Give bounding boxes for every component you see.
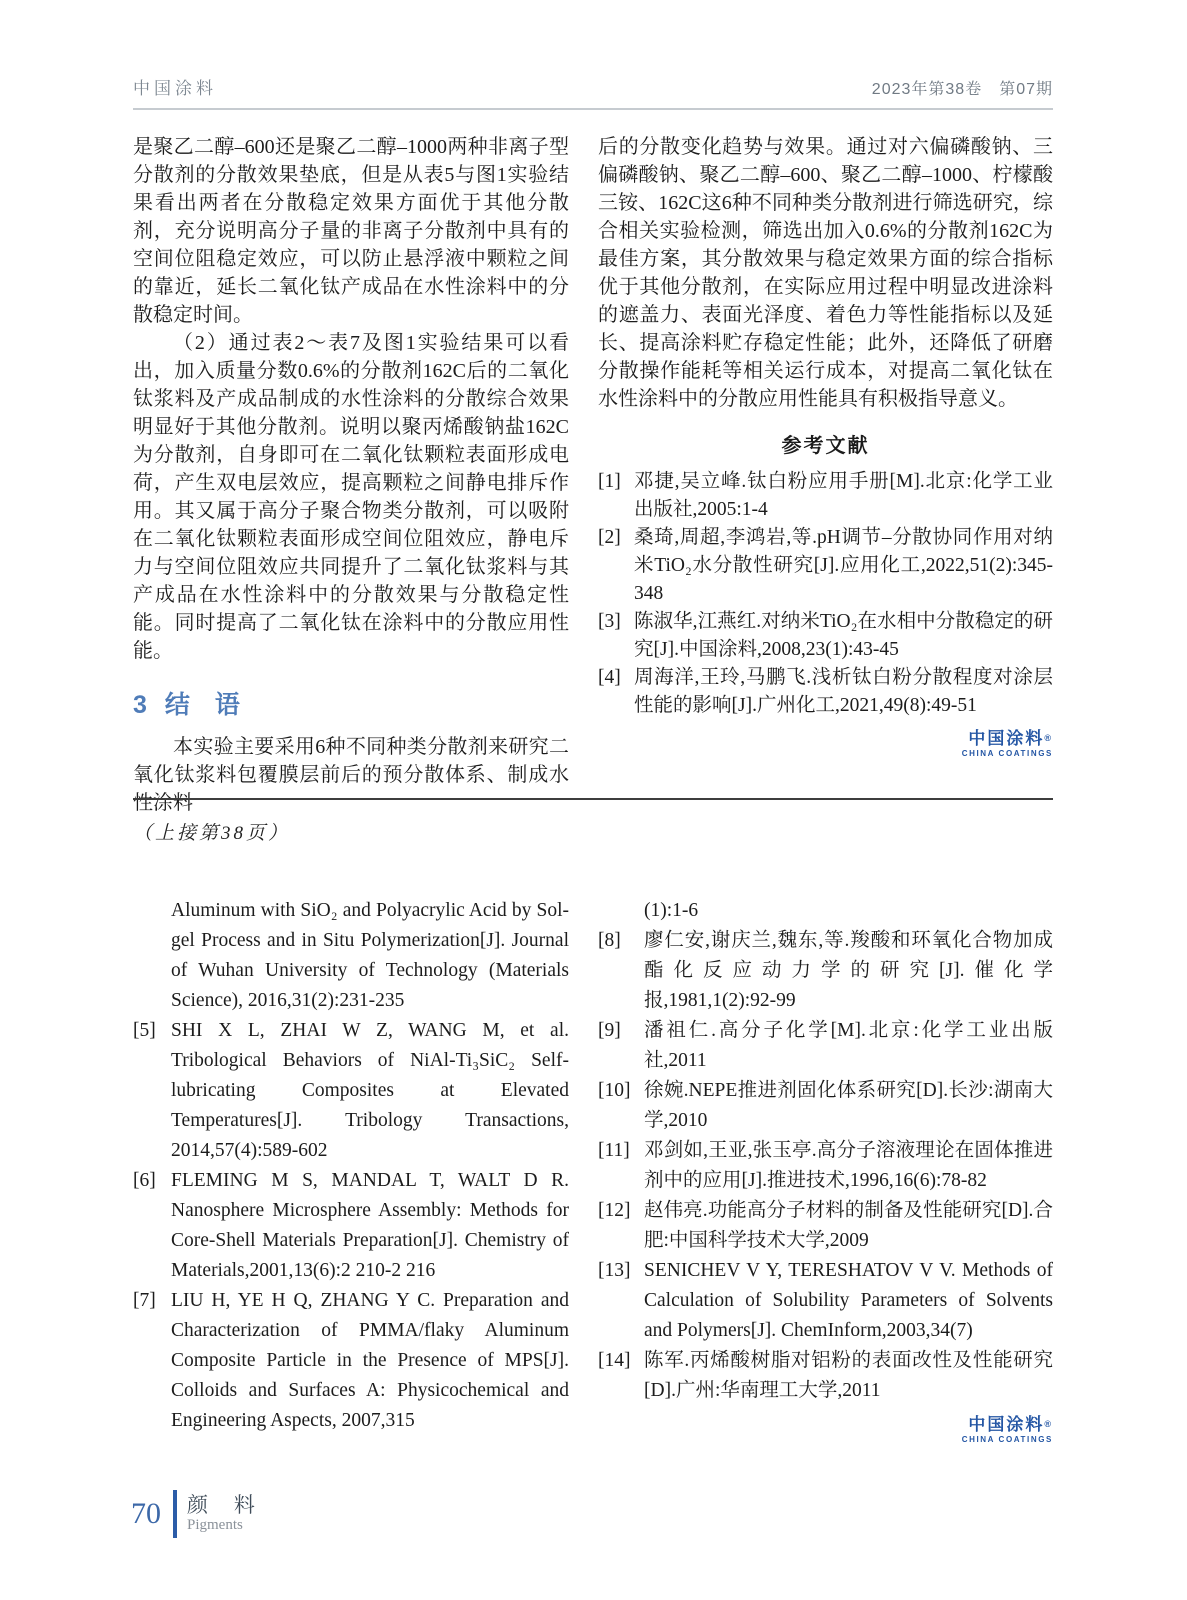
- reference-item: [133, 896, 569, 1016]
- reference-item: [598, 926, 1053, 1016]
- reference-number: [11]: [598, 1140, 630, 1161]
- reference-item: [133, 1286, 569, 1436]
- reference-text: FLEMING M S, MANDAL T, WALT D R. Nanosphere Microsphere Assembly: Methods for Core-Shell Materials Preparation[J]. Chemistry of Materials,2001,13(6):2 210-2 216: [171, 1170, 569, 1281]
- bottom-section: [133, 896, 1053, 1444]
- logo-text-cn: 中国涂料®: [968, 729, 1053, 748]
- top-right-column: [598, 133, 1053, 817]
- reference-item: [133, 1016, 569, 1166]
- reference-text: 赵伟亮.功能高分子材料的制备及性能研究[D].合肥:中国科学技术大学,2009: [644, 1200, 1053, 1251]
- article-divider: [133, 798, 1053, 800]
- reference-number: [3]: [598, 611, 621, 632]
- logo-text-cn: 中国涂料®: [968, 1415, 1053, 1434]
- paragraph: 是聚乙二醇–600还是聚乙二醇–1000两种非离子型分散剂的分散效果垫底，但是从表5与图1实验结果看出两者在分散稳定效果方面优于其他分散剂，充分说明高分子量的非离子分散剂中具有的空间位阻稳定效应，可以防止悬浮液中颗粒之间的靠近，延长二氧化钛产成品在水性涂料中的分散稳定时间。: [133, 136, 569, 326]
- footer-section-en: Pigments: [187, 1516, 243, 1533]
- reference-text: 邓捷,吴立峰.钛白粉应用手册[M].北京:化学工业出版社,2005:1-4: [634, 471, 1053, 520]
- reference-text: SENICHEV V Y, TERESHATOV V V. Methods of Calculation of Solubility Parameters of Solvents and Polymers[J]. ChemInform,2003,34(7): [644, 1260, 1053, 1341]
- registered-mark: ®: [1044, 1419, 1053, 1429]
- reference-text: LIU H, YE H Q, ZHANG Y C. Preparation and Characterization of PMMA/flaky Aluminum Composite Particle in the Presence of MPS[J]. Colloids and Surfaces A: Physicochemical and Engineering Aspects, 2007,315: [171, 1290, 569, 1431]
- reference-item: [598, 1016, 1053, 1076]
- china-coatings-logo: [598, 730, 1053, 758]
- reference-item: [598, 608, 1053, 664]
- reference-item: [598, 1196, 1053, 1256]
- paragraph: 后的分散变化趋势与效果。通过对六偏磷酸钠、三偏磷酸钠、聚乙二醇–600、聚乙二醇–1000、柠檬酸三铵、162C这6种不同种类分散剂进行筛选研究，综合相关实验检测，筛选出加入0.6%的分散剂162C为最佳方案，其分散效果与稳定效果方面的综合指标优于其他分散剂，在实际应用过程中明显改进涂料的遮盖力、表面光泽度、着色力等性能指标以及延长、提高涂料贮存稳定性能；此外，还降低了研磨分散操作能耗等相关运行成本，对提高二氧化钛在水性涂料中的分散应用性能具有积极指导意义。: [598, 136, 1053, 410]
- issue-info: 2023年第38卷 第07期: [871, 81, 1053, 98]
- reference-number: [6]: [133, 1170, 156, 1191]
- reference-number: [2]: [598, 527, 621, 548]
- reference-text: 潘祖仁.高分子化学[M].北京:化学工业出版社,2011: [644, 1020, 1053, 1071]
- reference-number: [7]: [133, 1290, 156, 1311]
- reference-text: 廖仁安,谢庆兰,魏东,等.羧酸和环氧化合物加成酯化反应动力学的研究[J].催化学报,1981,1(2):92-99: [644, 930, 1053, 1011]
- bottom-left-column: [133, 896, 569, 1444]
- footer-section-cn: 颜 料: [187, 1493, 265, 1517]
- reference-number: [10]: [598, 1080, 631, 1101]
- reference-text: 陈军.丙烯酸树脂对铝粉的表面改性及性能研究[D].广州:华南理工大学,2011: [644, 1350, 1053, 1401]
- reference-text: 桑琦,周超,李鸿岩,等.pH调节–分散协同作用对纳米TiO₂水分散性研究[J].应用化工,2022,51(2):345-348: [634, 527, 1053, 604]
- page-number: 70: [131, 1497, 161, 1530]
- china-coatings-logo: [598, 1416, 1053, 1444]
- reference-text: SHI X L, ZHAI W Z, WANG M, et al. Tribological Behaviors of NiAl-Ti₃SiC₂ Self-lubricating Composites at Elevated Temperatures[J]. Tribology Transactions, 2014,57(4):589-602: [171, 1020, 569, 1161]
- paragraph: （2）通过表2～表7及图1实验结果可以看出，加入质量分数0.6%的分散剂162C后的二氧化钛浆料及产成品制成的水性涂料的分散综合效果明显好于其他分散剂。说明以聚丙烯酸钠盐162C为分散剂，自身即可在二氧化钛颗粒表面形成电荷，产生双电层效应，提高颗粒之间静电排斥作用。其又属于高分子聚合物类分散剂，可以吸附在二氧化钛颗粒表面形成空间位阻效应，静电斥力与空间位阻效应共同提升了二氧化钛浆料与其产成品在水性涂料中的分散效果与分散稳定性能。同时提高了二氧化钛在涂料中的分散应用性能。: [133, 332, 569, 662]
- reference-item: [598, 1346, 1053, 1406]
- reference-text: 徐婉.NEPE推进剂固化体系研究[D].长沙:湖南大学,2010: [644, 1080, 1053, 1131]
- reference-text: 周海洋,王玲,马鹏飞.浅析钛白粉分散程度对涂层性能的影响[J].广州化工,2021,49(8):49-51: [634, 667, 1053, 716]
- reference-item: [598, 1076, 1053, 1136]
- reference-number: [5]: [133, 1020, 156, 1041]
- logo-text-en: CHINA COATINGS: [961, 1435, 1053, 1444]
- references-heading: 参考文献: [781, 435, 870, 457]
- reference-item: [133, 1166, 569, 1286]
- reference-number: [14]: [598, 1350, 631, 1371]
- section-number: 3: [133, 691, 147, 719]
- top-left-column: [133, 133, 569, 817]
- section-heading-conclusion: [133, 685, 569, 721]
- reference-item: [598, 664, 1053, 720]
- reference-number: [12]: [598, 1200, 631, 1221]
- reference-number: [4]: [598, 667, 621, 688]
- reference-item: [598, 1136, 1053, 1196]
- journal-title: 中国涂料: [133, 79, 217, 98]
- section-title: 结 语: [164, 691, 240, 719]
- reference-number: [9]: [598, 1020, 621, 1041]
- footer-divider-bar: [173, 1490, 177, 1538]
- reference-number: [133, 896, 171, 1016]
- reference-text: 陈淑华,江燕红.对纳米TiO₂在水相中分散稳定的研究[J].中国涂料,2008,23(1):43-45: [634, 611, 1053, 660]
- reference-item: [598, 1256, 1053, 1346]
- reference-item: [598, 524, 1053, 608]
- reference-number: [13]: [598, 1260, 631, 1281]
- logo-text-en: CHINA COATINGS: [961, 749, 1053, 758]
- registered-mark: ®: [1044, 733, 1053, 743]
- footer-section: [187, 1495, 265, 1534]
- reference-text: 邓剑如,王亚,张玉亭.高分子溶液理论在固体推进剂中的应用[J].推进技术,1996,16(6):78-82: [644, 1140, 1053, 1191]
- reference-number: [8]: [598, 930, 621, 951]
- continuation-note: （上接第38页）: [133, 823, 291, 844]
- top-section: [133, 133, 1053, 817]
- page-header: [133, 74, 1053, 110]
- reference-item: [598, 896, 1053, 926]
- reference-text: (1):1-6: [644, 900, 699, 921]
- page-footer: [131, 1490, 265, 1538]
- reference-text: Aluminum with SiO₂ and Polyacrylic Acid by Sol-gel Process and in Situ Polymerization[J]. Journal of Wuhan University of Technology (Materials Science), 2016,31(2):231-235: [171, 900, 569, 1011]
- reference-number: [598, 896, 644, 926]
- paragraph: 本实验主要采用6种不同种类分散剂来研究二氧化钛浆料包覆膜层前后的预分散体系、制成水性涂料: [133, 736, 569, 814]
- reference-item: [598, 468, 1053, 524]
- reference-number: [1]: [598, 471, 621, 492]
- bottom-right-column: [598, 896, 1053, 1444]
